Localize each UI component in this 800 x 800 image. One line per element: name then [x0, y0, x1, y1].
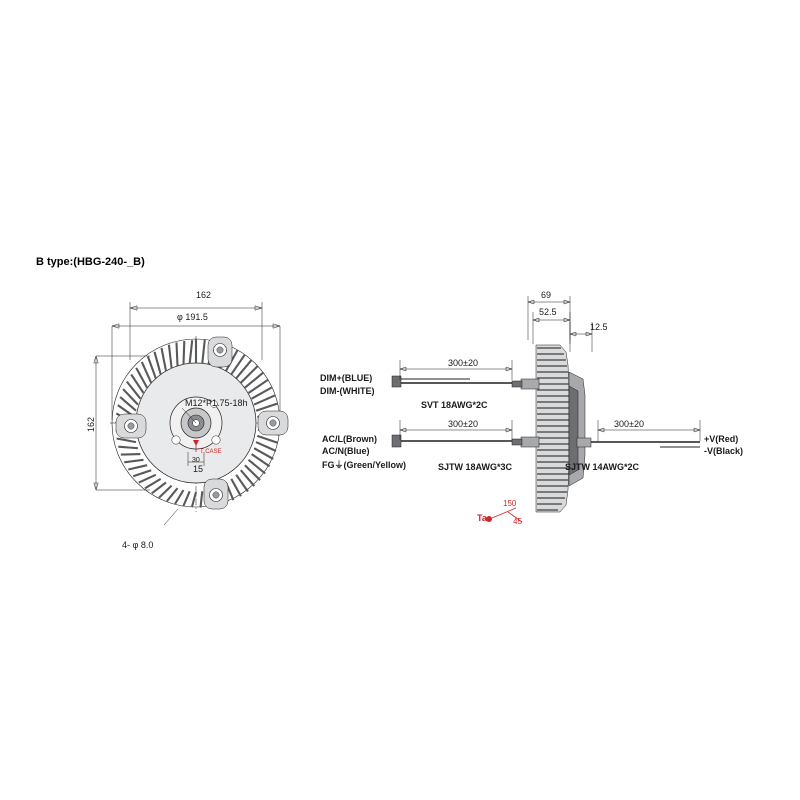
tcase-value: 15 — [193, 464, 204, 474]
ac-live-label: AC/L(Brown) — [322, 434, 377, 444]
output-positive-label: +V(Red) — [704, 434, 739, 444]
svt-cable-label: SVT 18AWG*2C — [421, 400, 488, 410]
dim-front-width: 162 — [196, 290, 212, 300]
dim-wire-length-right: 300±20 — [614, 419, 644, 429]
dim-plus-wire-label: DIM+(BLUE) — [320, 373, 373, 383]
output-negative-label: -V(Black) — [704, 446, 744, 456]
dim-minus-wire-label: DIM-(WHITE) — [320, 386, 375, 396]
side-view-group — [486, 296, 592, 522]
dim-front-height: 162 — [86, 416, 96, 432]
fg-ground-label: FG⏚(Green/Yellow) — [322, 460, 407, 470]
sjtw-3c-cable-label: SJTW 18AWG*3C — [438, 462, 513, 472]
ta-value-bottom: 45 — [513, 517, 522, 526]
ac-neutral-label: AC/N(Blue) — [322, 446, 370, 456]
dim-body-depth: 52.5 — [539, 307, 557, 317]
dim-wire-length-top: 300±20 — [448, 358, 478, 368]
ta-value-top: 150 — [503, 499, 517, 508]
cable-gland-bottom — [512, 437, 539, 447]
cable-gland-output — [577, 438, 591, 447]
ta-label: Ta — [477, 513, 487, 523]
sjtw-2c-cable-label: SJTW 14AWG*2C — [565, 462, 640, 472]
cable-gland-top — [512, 379, 539, 389]
tcase-label: T CASE — [200, 449, 222, 455]
dim-mounting-holes: 4- φ 8.0 — [122, 540, 154, 550]
dim-overall-depth: 69 — [541, 290, 552, 300]
tcase-tolerance: 30 — [192, 457, 200, 464]
page-title: B type:(HBG-240-_B) — [36, 256, 145, 268]
dim-front-diameter: φ 191.5 — [177, 312, 208, 322]
thread-spec-label: M12*P1.75-18h — [185, 398, 248, 408]
front-view-group — [94, 302, 288, 525]
dim-front-thickness: 12.5 — [590, 322, 608, 332]
dim-wire-length-mid: 300±20 — [448, 419, 478, 429]
heatsink-side-body — [536, 345, 585, 512]
